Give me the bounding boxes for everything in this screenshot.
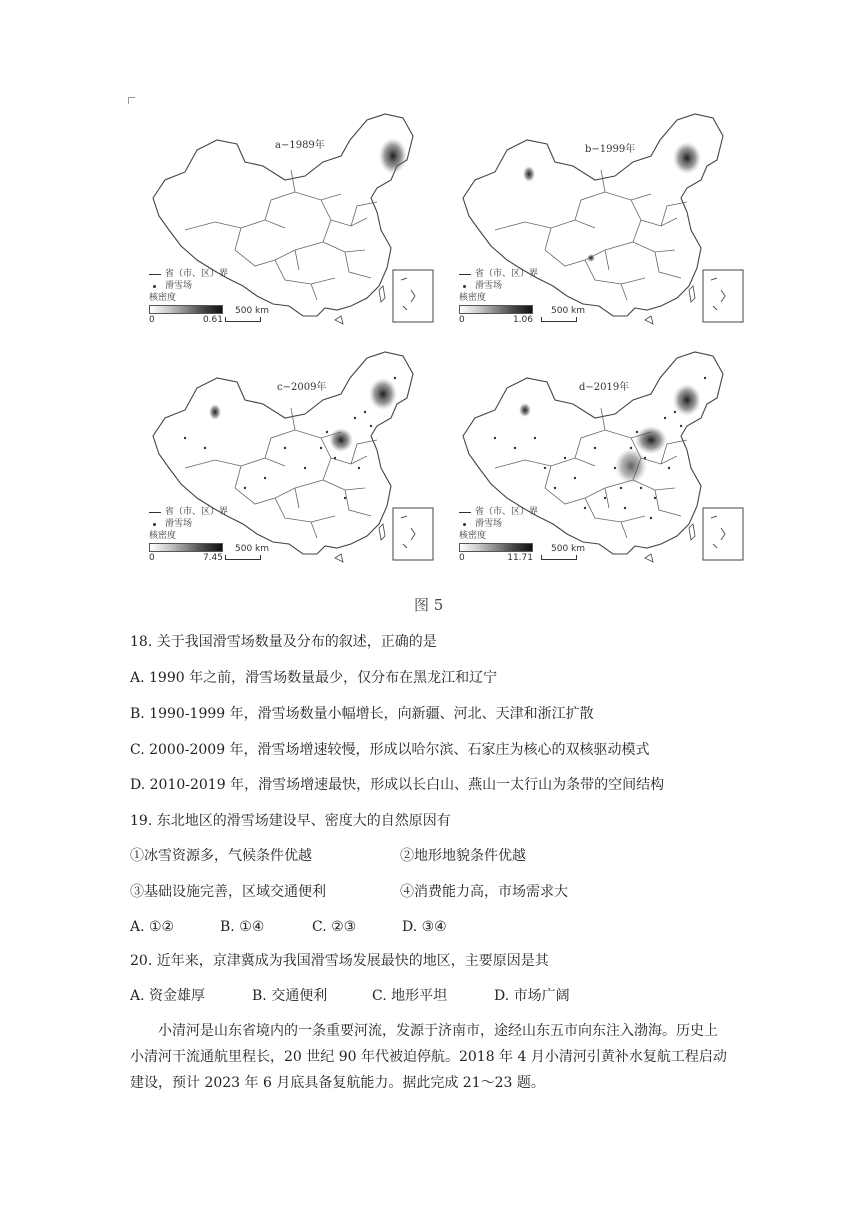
density-gradient	[149, 305, 223, 314]
scale-bar	[225, 544, 269, 560]
legend-density-label: 核密度	[459, 531, 487, 541]
density-min: 0	[459, 553, 465, 563]
map-legend	[149, 506, 228, 564]
map-legend	[459, 268, 538, 326]
question-20-stem: 20. 近年来，京津冀成为我国滑雪场发展最快的地区，主要原因是其	[130, 953, 549, 969]
question-18-option-c: C. 2000-2009 年，滑雪场增速较慢，形成以哈尔滨、石家庄为核心的双核驱动模式	[130, 742, 650, 758]
question-18-option-a: A. 1990 年之前，滑雪场数量最少，仅分布在黑龙江和辽宁	[130, 670, 498, 686]
question-19-statement-2: ②地形地貌条件优越	[400, 848, 526, 864]
map-legend	[149, 268, 228, 326]
density-max: 1.06	[512, 315, 533, 325]
question-19-stem: 19. 东北地区的滑雪场建设早、密度大的自然原因有	[130, 813, 451, 829]
map-title: d−2019年	[579, 382, 630, 393]
question-19-statement-4: ④消费能力高，市场需求大	[400, 884, 568, 900]
question-20-option-a: A. 资金雄厚	[130, 988, 206, 1004]
question-20-option-d: D. 市场广阔	[494, 988, 570, 1004]
legend-boundary: 省（市、区）界	[475, 269, 539, 279]
scale-label: 500 km	[235, 306, 270, 316]
density-max: 11.71	[507, 553, 533, 563]
map-title: c−2009年	[277, 382, 327, 393]
legend-point: 滑雪场	[475, 281, 503, 291]
legend-point: 滑雪场	[165, 281, 193, 291]
scale-label: 500 km	[551, 544, 586, 554]
scale-label: 500 km	[551, 306, 586, 316]
density-gradient	[459, 543, 533, 552]
question-20-option-b: B. 交通便利	[252, 988, 328, 1004]
density-gradient	[149, 543, 223, 552]
map-panel-2009	[145, 348, 445, 578]
question-19-option-d: D. ③④	[402, 919, 447, 935]
map-title: a−1989年	[275, 140, 325, 151]
density-min: 0	[149, 553, 155, 563]
scale-label: 500 km	[235, 544, 270, 554]
density-gradient	[459, 305, 533, 314]
legend-boundary: 省（市、区）界	[165, 507, 229, 517]
question-19-statement-1: ①冰雪资源多，气候条件优越	[130, 848, 312, 864]
question-19-option-b: B. ①④	[220, 919, 265, 935]
map-title: b−1999年	[585, 144, 636, 155]
figure-caption: 图 5	[414, 596, 444, 614]
density-min: 0	[149, 315, 155, 325]
map-panel-2019	[455, 348, 755, 578]
density-max: 7.45	[202, 553, 223, 563]
question-18-option-d: D. 2010-2019 年，滑雪场增速最快，形成以长白山、燕山一太行山为条带的空间结构	[130, 777, 665, 793]
legend-density-label: 核密度	[149, 531, 177, 541]
legend-boundary: 省（市、区）界	[165, 269, 229, 279]
question-20-option-c: C. 地形平坦	[372, 988, 448, 1004]
legend-density-label: 核密度	[149, 293, 177, 303]
legend-boundary: 省（市、区）界	[475, 507, 539, 517]
legend-point: 滑雪场	[475, 519, 503, 529]
question-19-statement-3: ③基础设施完善，区域交通便利	[130, 884, 326, 900]
question-18-option-b: B. 1990-1999 年，滑雪场数量小幅增长，向新疆、河北、天津和浙江扩散	[130, 706, 594, 722]
density-min: 0	[459, 315, 465, 325]
scale-bar	[225, 306, 269, 322]
passage-paragraph: 小清河是山东省境内的一条重要河流，发源于济南市，途经山东五市向东注入渤海。历史上小清河干流通航里程长，20 世纪 90 年代被迫停航。2018 年 4 月小清河引黄补水复航工程启动建设，预计 2023 年 6 月底具备复航能力。据此完成 21～23 题。	[130, 1023, 727, 1091]
map-legend	[459, 506, 538, 564]
question-19-option-a: A. ①②	[130, 919, 175, 935]
corner-mark	[128, 97, 135, 104]
legend-point: 滑雪场	[165, 519, 193, 529]
map-panel-1999	[455, 110, 755, 340]
scale-bar	[541, 544, 585, 560]
map-panel-1989	[145, 110, 445, 340]
question-18-stem: 18. 关于我国滑雪场数量及分布的叙述，正确的是	[130, 634, 437, 650]
scale-bar	[541, 306, 585, 322]
legend-density-label: 核密度	[459, 293, 487, 303]
density-max: 0.61	[202, 315, 223, 325]
question-19-option-c: C. ②③	[312, 919, 357, 935]
